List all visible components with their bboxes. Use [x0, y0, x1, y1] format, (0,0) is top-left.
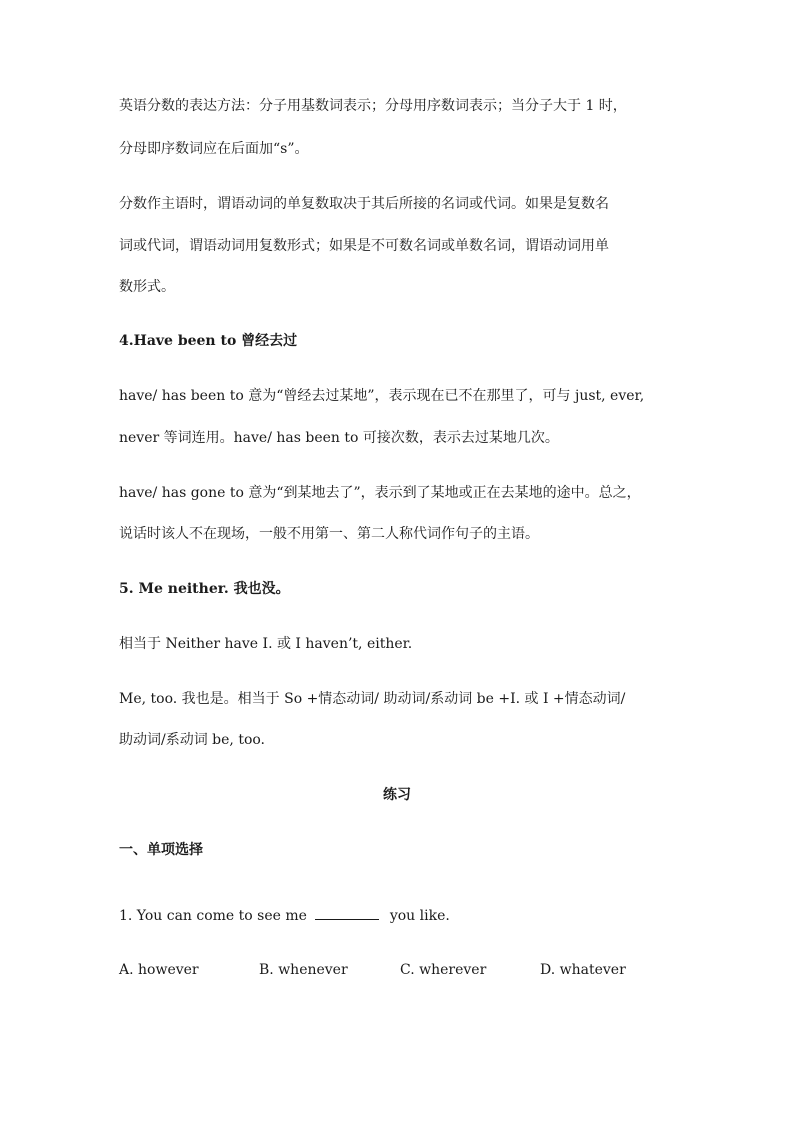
- answer-blank: [315, 906, 379, 920]
- option-b: B. whenever: [259, 962, 348, 978]
- para2-line3: 数形式。: [119, 279, 175, 295]
- section4-p2-line1: have/ has gone to 意为“到某地去了”，表示到了某地或正在去某地的途中。总之，: [119, 485, 641, 501]
- section4-p1-line2: never 等词连用。have/ has been to 可接次数，表示去过某地几次。: [119, 430, 559, 446]
- para1-line1: 英语分数的表达方法：分子用基数词表示；分母用序数词表示；当分子大于 1 时，: [119, 98, 627, 114]
- section4-heading: 4.Have been to 曾经去过: [119, 333, 298, 349]
- section4-p1-line1: have/ has been to 意为“曾经去过某地”，表示现在已不在那里了，可与 just, ever,: [119, 388, 645, 404]
- para1-line2: 分母即序数词应在后面加“s”。: [119, 141, 309, 157]
- option-a: A. however: [119, 962, 199, 978]
- section5-p2-line1: Me, too. 我也是。相当于 So +情态动词/ 助动词/系动词 be +I. 或 I +情态动词/: [119, 691, 626, 707]
- section5-p2-line2: 助动词/系动词 be, too.: [119, 732, 266, 748]
- option-d: D. whatever: [540, 962, 626, 978]
- question-1-stem-before: 1. You can come to see me: [119, 908, 312, 924]
- practice-title: 练习: [383, 787, 411, 803]
- para2-line2: 词或代词，谓语动词用复数形式；如果是不可数名词或单数名词，谓语动词用单: [119, 238, 609, 254]
- option-c: C. wherever: [400, 962, 487, 978]
- para2-line1: 分数作主语时，谓语动词的单复数取决于其后所接的名词或代词。如果是复数名: [119, 196, 609, 212]
- question-1: [119, 906, 450, 925]
- section4-p2-line2: 说话时该人不在现场，一般不用第一、第二人称代词作句子的主语。: [119, 526, 539, 542]
- section5-heading: 5. Me neither. 我也没。: [119, 581, 290, 597]
- section5-p1: 相当于 Neither have I. 或 I haven’t, either.: [119, 636, 413, 652]
- question-1-stem-after: you like.: [385, 908, 450, 924]
- practice-section-title: 一、单项选择: [119, 842, 203, 858]
